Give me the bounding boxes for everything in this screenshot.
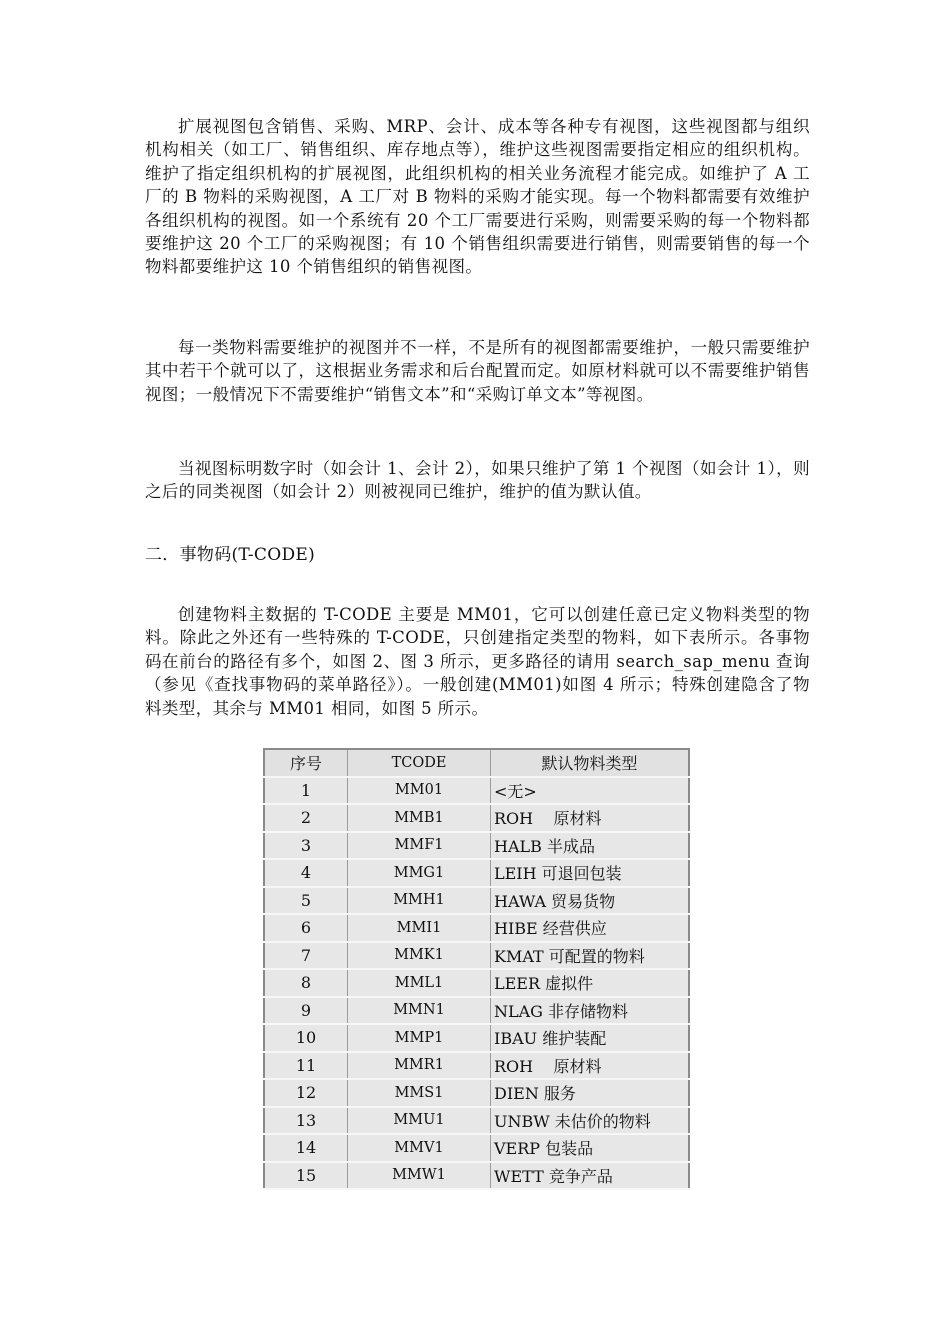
cell-index: 12 [264, 1079, 348, 1107]
cell-index: 6 [264, 914, 348, 942]
cell-tcode: MM01 [348, 777, 491, 805]
cell-index: 11 [264, 1052, 348, 1080]
paragraph-view-maintenance: 每一类物料需要维护的视图并不一样，不是所有的视图都需要维护，一般只需要维护其中若干个就可以了，这根据业务需求和后台配置而定。如原材料就可以不需要维护销售视图；一般情况下不需要维护“销售文本”和“采购订单文本”等视图。 [145, 338, 810, 404]
cell-index: 8 [264, 969, 348, 997]
paragraph-extended-views: 扩展视图包含销售、采购、MRP、会计、成本等各种专有视图，这些视图都与组织机构相关（如工厂、销售组织、库存地点等），维护这些视图需要指定相应的组织机构。维护了指定组织机构的扩展视图，此组织机构的相关业务流程才能完成。如维护了 A 工厂的 B 物料的采购视图，A 工厂对 B 物料的采购才能实现。每一个物料都需要有效维护各组织机构的视图。如一个系统有 20 个工厂需要进行采购，则需要采购的每一个物料都要维护这 20 个工厂的采购视图；有 10 个销售组织需要进行销售，则需要销售的每一个物料都要维护这 10 个销售组织的销售视图。 [145, 117, 810, 277]
table-row [264, 1162, 689, 1190]
table-row [264, 804, 689, 832]
cell-material-type: HAWA 贸易货物 [491, 887, 690, 915]
tcode-table-wrapper [263, 748, 690, 1190]
table-row [264, 914, 689, 942]
column-header-material-type: 默认物料类型 [491, 749, 690, 777]
cell-tcode: MMK1 [348, 942, 491, 970]
table-row [264, 859, 689, 887]
cell-material-type: HIBE 经营供应 [491, 914, 690, 942]
section-heading-tcode: 二．事物码(T-CODE) [145, 545, 316, 565]
cell-tcode: MMR1 [348, 1052, 491, 1080]
table-row [264, 1107, 689, 1135]
table-row [264, 1134, 689, 1162]
cell-index: 14 [264, 1134, 348, 1162]
cell-index: 1 [264, 777, 348, 805]
cell-tcode: MMB1 [348, 804, 491, 832]
table-header-row [264, 749, 689, 777]
cell-material-type: KMAT 可配置的物料 [491, 942, 690, 970]
cell-tcode: MMN1 [348, 997, 491, 1025]
cell-index: 2 [264, 804, 348, 832]
cell-index: 13 [264, 1107, 348, 1135]
cell-tcode: MMU1 [348, 1107, 491, 1135]
cell-tcode: MMH1 [348, 887, 491, 915]
table-row [264, 887, 689, 915]
paragraph-tcode-intro: 创建物料主数据的 T-CODE 主要是 MM01，它可以创建任意已定义物料类型的物料。除此之外还有一些特殊的 T-CODE，只创建指定类型的物料，如下表所示。各事物码在前台的路径有多个，如图 2、图 3 所示，更多路径的请用 search_sap_menu 查询（参见《查找事物码的菜单路径》）。一般创建(MM01)如图 4 所示；特殊创建隐含了物料类型，其余与 MM01 相同，如图 5 所示。 [145, 605, 810, 718]
cell-material-type: ROH 原材料 [491, 804, 690, 832]
paragraph-numbered-views: 当视图标明数字时（如会计 1、会计 2），如果只维护了第 1 个视图（如会计 1），则之后的同类视图（如会计 2）则被视同已维护，维护的值为默认值。 [145, 459, 810, 502]
column-header-tcode: TCODE [348, 749, 491, 777]
cell-index: 4 [264, 859, 348, 887]
cell-index: 3 [264, 832, 348, 860]
cell-tcode: MMW1 [348, 1162, 491, 1190]
cell-tcode: MMV1 [348, 1134, 491, 1162]
column-header-index: 序号 [264, 749, 348, 777]
cell-material-type: NLAG 非存储物料 [491, 997, 690, 1025]
cell-tcode: MMF1 [348, 832, 491, 860]
table-row [264, 969, 689, 997]
cell-tcode: MMG1 [348, 859, 491, 887]
cell-tcode: MMI1 [348, 914, 491, 942]
table-row [264, 832, 689, 860]
cell-material-type: LEER 虚拟件 [491, 969, 690, 997]
table-row [264, 997, 689, 1025]
cell-material-type: DIEN 服务 [491, 1079, 690, 1107]
table-row [264, 1024, 689, 1052]
cell-material-type: LEIH 可退回包装 [491, 859, 690, 887]
cell-material-type: IBAU 维护装配 [491, 1024, 690, 1052]
table-row [264, 1079, 689, 1107]
cell-material-type: VERP 包装品 [491, 1134, 690, 1162]
tcode-table [263, 748, 690, 1190]
cell-material-type: WETT 竞争产品 [491, 1162, 690, 1190]
cell-index: 5 [264, 887, 348, 915]
table-row [264, 942, 689, 970]
cell-material-type: UNBW 未估价的物料 [491, 1107, 690, 1135]
cell-index: 7 [264, 942, 348, 970]
cell-tcode: MMS1 [348, 1079, 491, 1107]
cell-index: 15 [264, 1162, 348, 1190]
cell-tcode: MML1 [348, 969, 491, 997]
cell-material-type: <无> [491, 777, 690, 805]
cell-material-type: ROH 原材料 [491, 1052, 690, 1080]
cell-index: 9 [264, 997, 348, 1025]
cell-index: 10 [264, 1024, 348, 1052]
cell-material-type: HALB 半成品 [491, 832, 690, 860]
table-row [264, 777, 689, 805]
cell-tcode: MMP1 [348, 1024, 491, 1052]
table-row [264, 1052, 689, 1080]
